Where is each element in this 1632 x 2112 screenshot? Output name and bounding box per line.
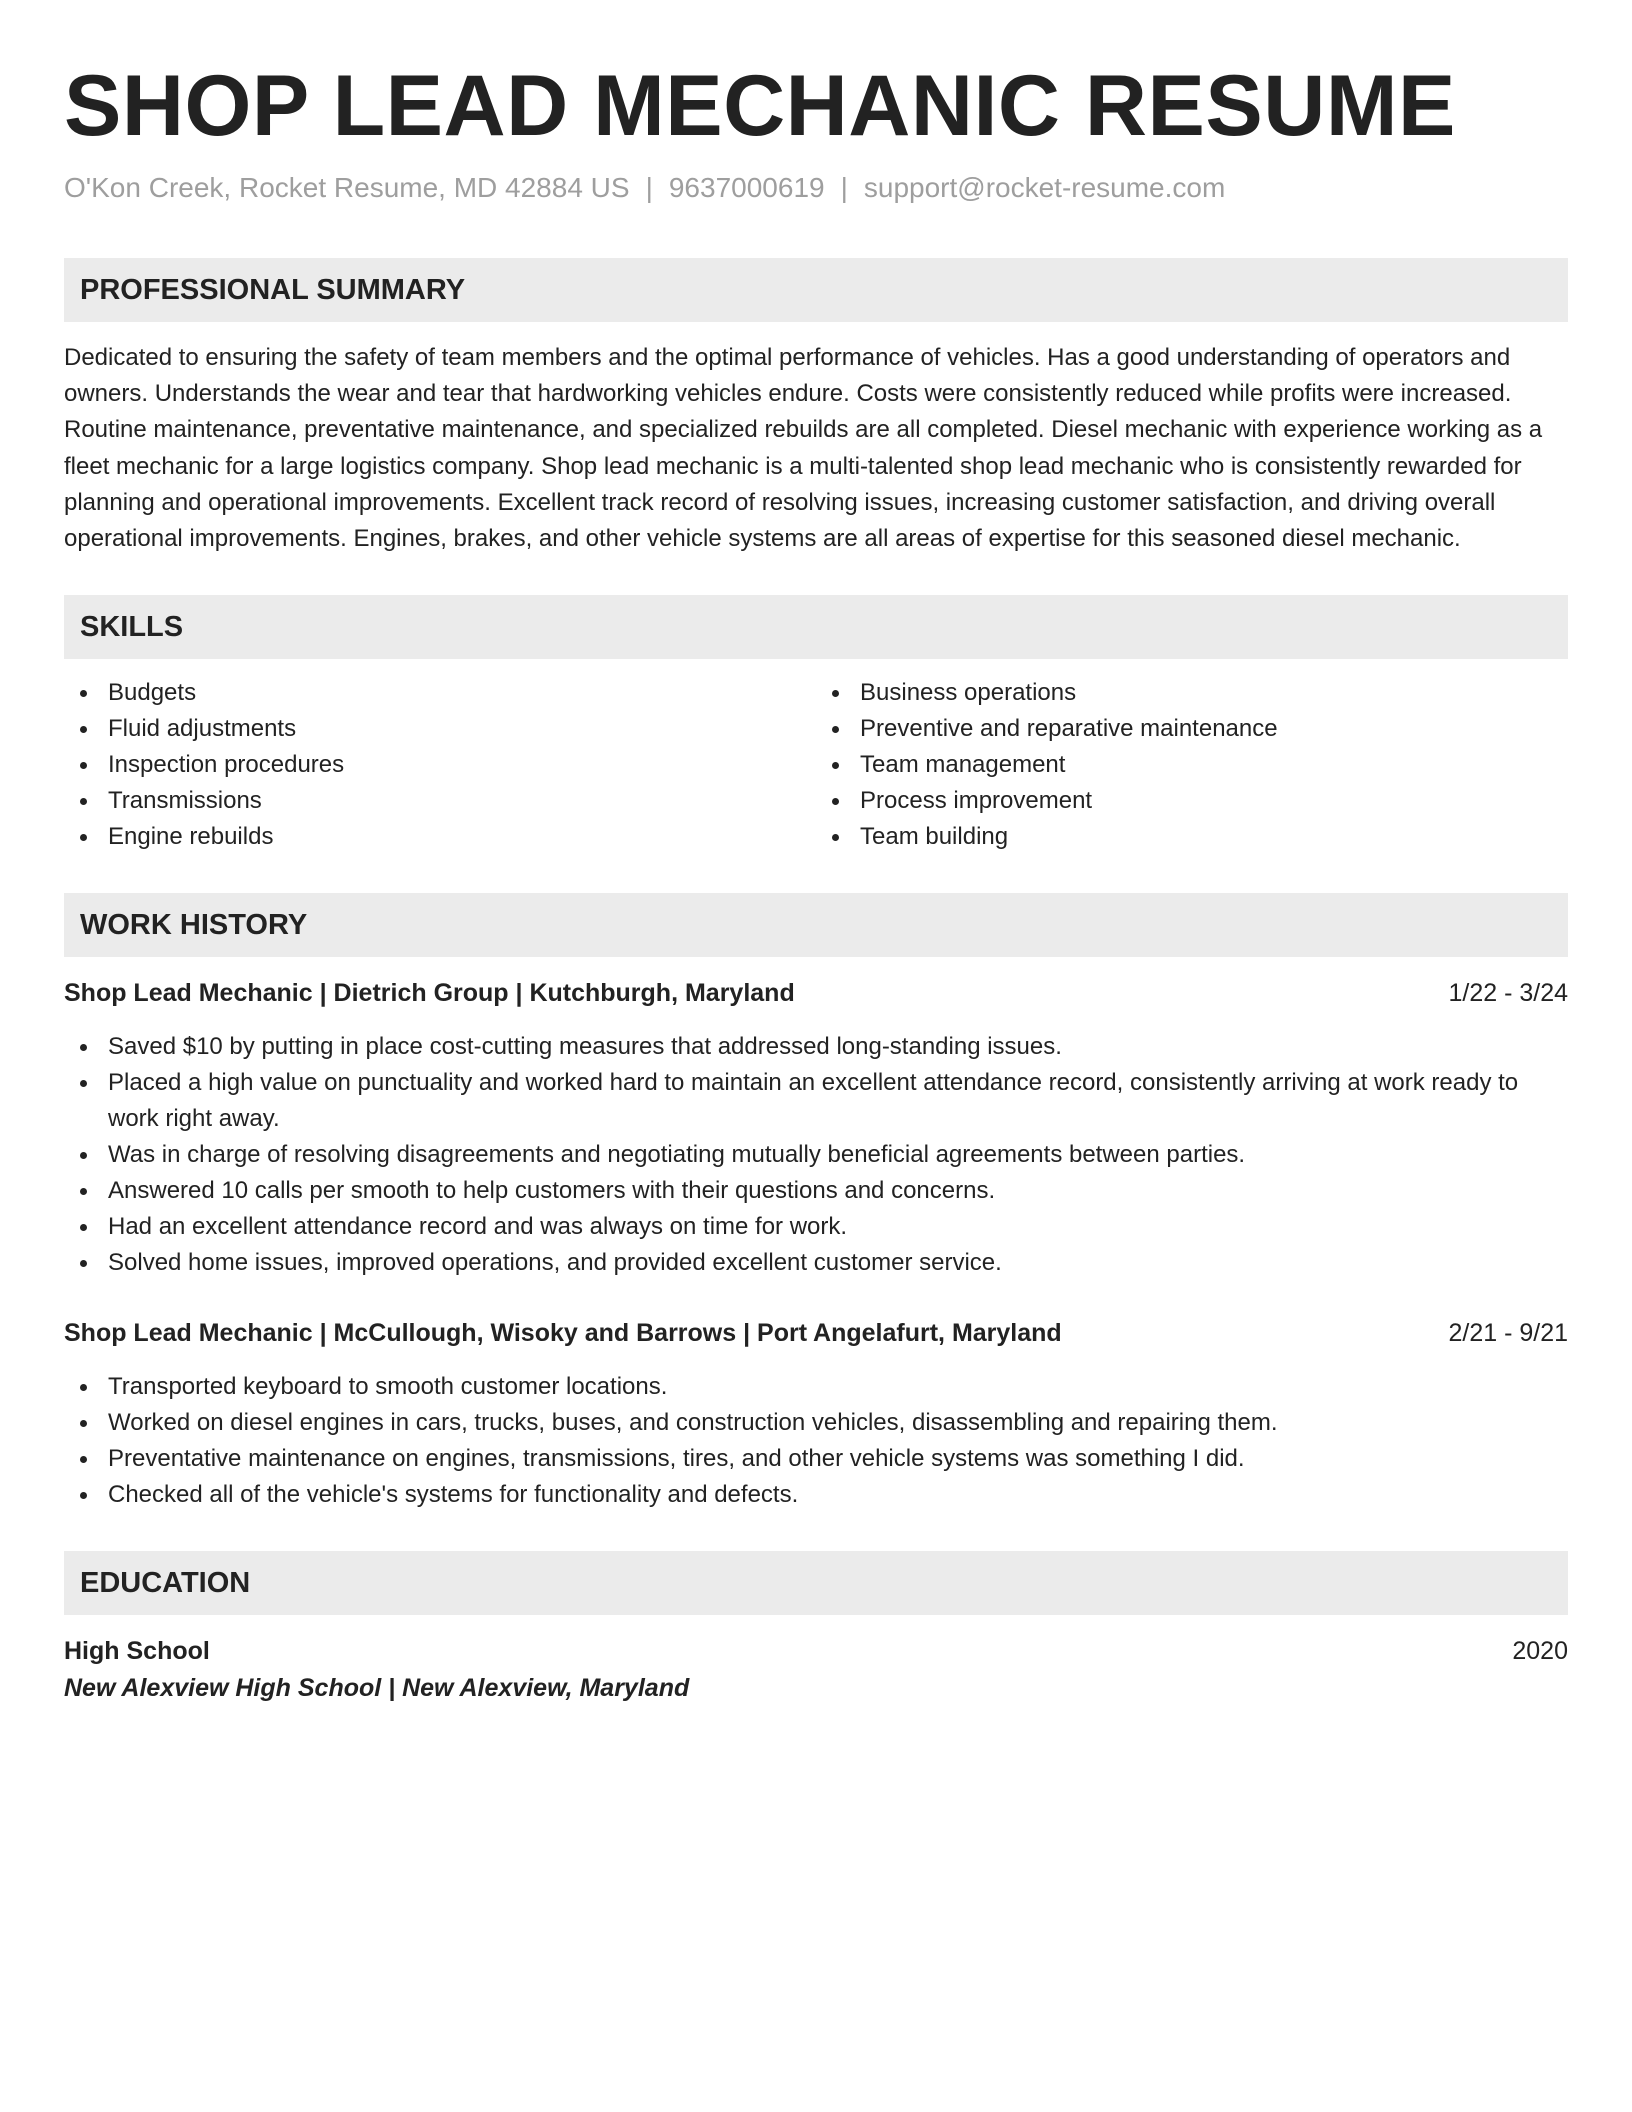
job-bullet: Solved home issues, improved operations, and provided excellent customer service.	[64, 1245, 1568, 1281]
job-dates: 2/21 - 9/21	[1448, 1319, 1568, 1348]
job-bullet: Worked on diesel engines in cars, trucks, buses, and construction vehicles, disassembling and repairing them.	[64, 1405, 1568, 1441]
contact-email: support@rocket-resume.com	[863, 172, 1226, 203]
job-header	[64, 975, 1568, 1011]
skill-item: Preventive and reparative maintenance	[816, 711, 1568, 747]
contact-separator: |	[840, 172, 848, 203]
education-entry	[64, 1633, 1568, 1707]
professional-summary-heading: PROFESSIONAL SUMMARY	[64, 258, 1568, 322]
job-bullet: Was in charge of resolving disagreements and negotiating mutually beneficial agreements between parties.	[64, 1137, 1568, 1173]
skills-column-left	[64, 675, 816, 855]
contact-address: O'Kon Creek, Rocket Resume, MD 42884 US	[64, 172, 630, 203]
education-heading: EDUCATION	[64, 1551, 1568, 1615]
job-bullet: Checked all of the vehicle's systems for functionality and defects.	[64, 1477, 1568, 1513]
skills-column-right	[816, 675, 1568, 855]
skills-list	[64, 675, 1568, 855]
skill-item: Fluid adjustments	[64, 711, 816, 747]
contact-line	[64, 170, 1568, 206]
job-bullet: Saved $10 by putting in place cost-cutting measures that addressed long-standing issues.	[64, 1029, 1568, 1065]
work-history-heading: WORK HISTORY	[64, 893, 1568, 957]
education-degree: High School	[64, 1637, 210, 1666]
job-bullets	[64, 1029, 1568, 1281]
skills-heading: SKILLS	[64, 595, 1568, 659]
contact-phone: 9637000619	[668, 172, 825, 203]
job-header	[64, 1315, 1568, 1351]
skill-item: Inspection procedures	[64, 747, 816, 783]
job-title: Shop Lead Mechanic | McCullough, Wisoky and Barrows | Port Angelafurt, Maryland	[64, 1319, 1062, 1348]
resume-title: SHOP LEAD MECHANIC RESUME	[64, 58, 1456, 154]
skill-item: Team building	[816, 819, 1568, 855]
job-bullet: Placed a high value on punctuality and worked hard to maintain an excellent attendance record, consistently arriving at work ready to work right away.	[64, 1065, 1568, 1137]
job-bullets	[64, 1369, 1568, 1513]
job-entry	[64, 975, 1568, 1281]
professional-summary-text: Dedicated to ensuring the safety of team members and the optimal performance of vehicles. Has a good understanding of operators and owners. Understands the wear and tear that hardworking vehicles endure. Costs were consistently reduced while profits were increased. Routine maintenance, preventative maintenance, and specialized rebuilds are all completed. Diesel mechanic with experience working as a fleet mechanic for a large logistics company. Shop lead mechanic is a multi-talented shop lead mechanic who is consistently rewarded for planning and operational improvements. Excellent track record of resolving issues, increasing customer satisfaction, and driving overall operational improvements. Engines, brakes, and other vehicle systems are all areas of expertise for this seasoned diesel mechanic.	[64, 344, 1543, 553]
education-header	[64, 1633, 1568, 1669]
job-bullet: Transported keyboard to smooth customer locations.	[64, 1369, 1568, 1405]
job-dates: 1/22 - 3/24	[1448, 979, 1568, 1008]
job-bullet: Answered 10 calls per smooth to help customers with their questions and concerns.	[64, 1173, 1568, 1209]
contact-separator: |	[645, 172, 653, 203]
skill-item: Budgets	[64, 675, 816, 711]
education-year: 2020	[1512, 1637, 1568, 1666]
job-bullet: Preventative maintenance on engines, transmissions, tires, and other vehicle systems was something I did.	[64, 1441, 1568, 1477]
job-bullet: Had an excellent attendance record and was always on time for work.	[64, 1209, 1568, 1245]
skill-item: Engine rebuilds	[64, 819, 816, 855]
skill-item: Process improvement	[816, 783, 1568, 819]
job-entry	[64, 1315, 1568, 1513]
skill-item: Transmissions	[64, 783, 816, 819]
job-title: Shop Lead Mechanic | Dietrich Group | Kutchburgh, Maryland	[64, 979, 795, 1008]
skill-item: Business operations	[816, 675, 1568, 711]
skill-item: Team management	[816, 747, 1568, 783]
education-school: New Alexview High School | New Alexview, Maryland	[64, 1674, 690, 1703]
